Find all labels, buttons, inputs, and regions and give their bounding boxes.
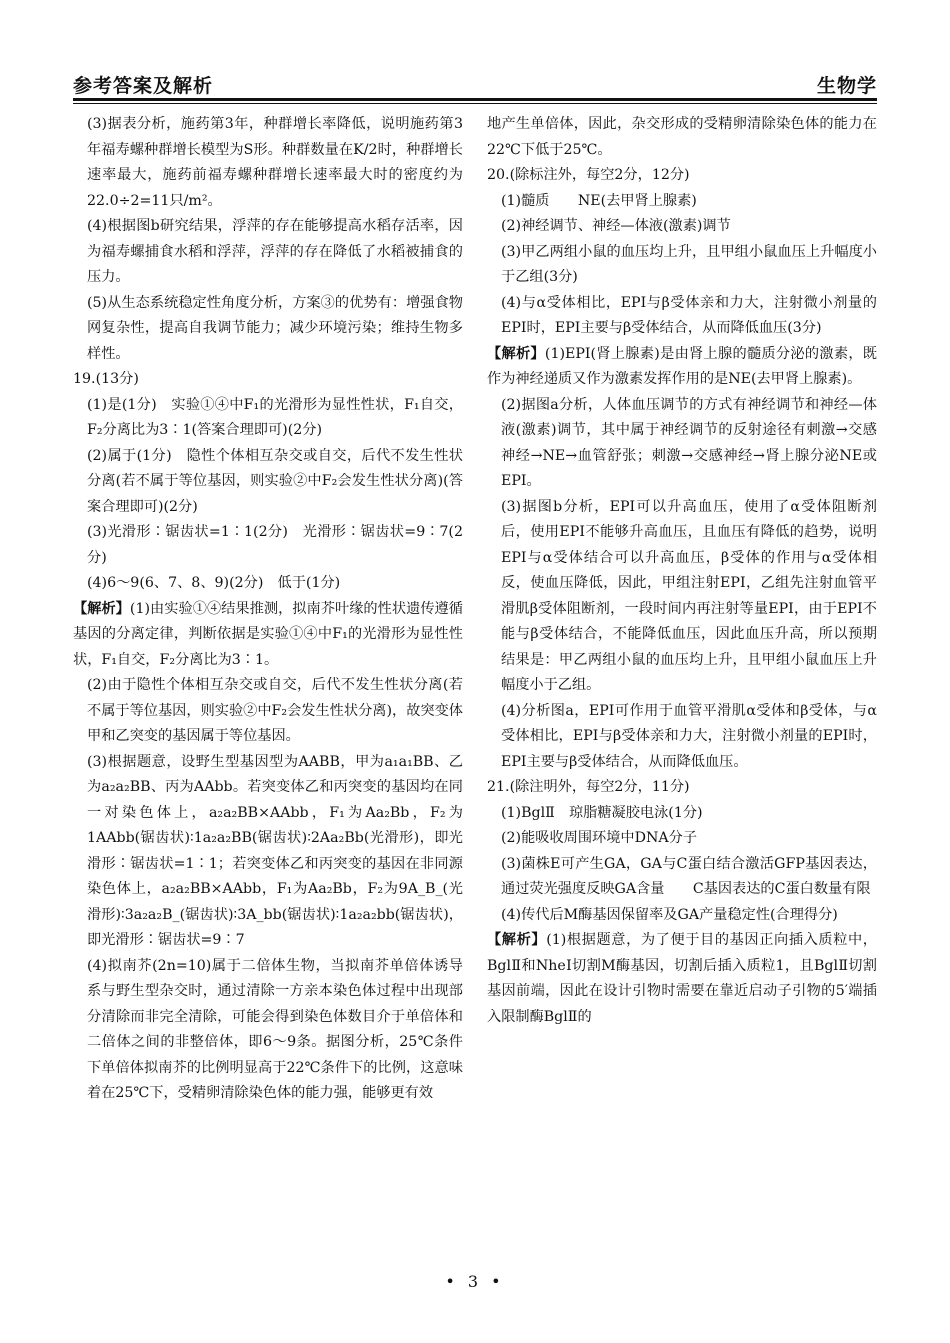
analysis-text: (1)EPI(肾上腺素)是由肾上腺的髓质分泌的激素，既作为神经递质又作为激素发挥作用的是NE(去甲肾上腺素)。 [487, 345, 877, 387]
right-column-paragraph: (3)菌株E可产生GA，GA与C蛋白结合激活GFP基因表达，通过荧光强度反映GA含量 C基因表达的C蛋白数量有限 [501, 855, 877, 897]
analysis-label: 【解析】 [487, 345, 545, 362]
left-column-paragraph: (4)6～9(6、7、8、9)(2分) 低于(1分) [87, 575, 341, 591]
right-column-paragraph [487, 342, 877, 393]
left-column-paragraph [73, 597, 463, 674]
right-column-paragraph: (2)据图a分析，人体血压调节的方式有神经调节和神经—体液(激素)调节，其中属于神经调节的反射途径有刺激→交感神经→NE→血管舒张；刺激→交感神经→肾上腺分泌NE或EPI。 [501, 396, 877, 489]
right-column-paragraph: (4)与α受体相比，EPI与β受体亲和力大，注射微小剂量的EPI时，EPI主要与β受体结合，从而降低血压(3分) [501, 294, 877, 336]
right-column-paragraph: (3)据图b分析，EPI可以升高血压，使用了α受体阻断剂后，使用EPI不能够升高血压，且血压有降低的趋势，说明EPI与α受体结合可以升高血压，β受体的作用与α受体相反，使血压降低，因此，甲组注射EPI，乙组先注射血管平滑肌β受体阻断剂，一段时间内再注射等量EPI，由于EPI不能与β受体结合，不能降低血压，因此血压升高，所以预期结果是：甲乙两组小鼠的血压均上升，且甲组小鼠血压上升幅度小于乙组。 [501, 498, 877, 693]
right-column-paragraph: 地产生单倍体，因此，杂交形成的受精卵清除染色体的能力在22℃下低于25℃。 [487, 116, 877, 158]
left-column [73, 112, 463, 1107]
header-rule-thin [73, 103, 877, 104]
page-header [73, 62, 877, 98]
right-column-paragraph: (2)神经调节、神经—体液(激素)调节 [501, 218, 731, 234]
left-column-paragraph: (1)是(1分) 实验①④中F₁的光滑形为显性性状，F₁自交，F₂分离比为3∶1(答案合理即可)(2分) [87, 396, 463, 438]
left-column-paragraph: (2)由于隐性个体相互杂交或自交，后代不发生性状分离(若不属于等位基因，则实验②中F₂会发生性状分离)，故突变体甲和乙突变的基因属于等位基因。 [87, 677, 463, 744]
analysis-label: 【解析】 [73, 600, 130, 617]
right-column-paragraph: (4)传代后M酶基因保留率及GA产量稳定性(合理得分) [501, 906, 838, 923]
right-column-paragraph: 21.(除注明外，每空2分，11分) [487, 779, 690, 795]
left-column-paragraph: (4)根据图b研究结果，浮萍的存在能够提高水稻存活率，因为福寿螺捕食水稻和浮萍，浮萍的存在降低了水稻被捕食的压力。 [87, 218, 463, 285]
right-column-paragraph: (4)分析图a，EPI可作用于血管平滑肌α受体和β受体，与α受体相比，EPI与β受体亲和力大，注射微小剂量的EPI时，EPI主要与β受体结合，从而降低血压。 [501, 702, 877, 770]
right-column-paragraph: 20.(除标注外，每空2分，12分) [487, 167, 690, 183]
right-column-paragraph: (2)能吸收周围环境中DNA分子 [501, 830, 698, 846]
header-title: 参考答案及解析 [73, 75, 214, 97]
left-column-paragraph: (3)根据题意，设野生型基因型为AABB，甲为a₁a₁BB、乙为a₂a₂BB、丙为AAbb。若突变体乙和丙突变的基因均在同一对染色体上，a₂a₂BB×AAbb，F₁为Aa₂Bb，F₂为1AAbb(锯齿状)∶1a₂a₂BB(锯齿状)∶2Aa₂Bb(光滑形)，即光滑形∶锯齿状=1∶1；若突变体乙和丙突变的基因在非同源染色体上，a₂a₂BB×AAbb，F₁为Aa₂Bb，F₂为9A_B_(光滑形)∶3a₂a₂B_(锯齿状)∶3A_bb(锯齿状)∶1a₂a₂bb(锯齿状)，即光滑形∶锯齿状=9∶7 [87, 753, 463, 948]
right-column-paragraph: (3)甲乙两组小鼠的血压均上升，且甲组小鼠血压上升幅度小于乙组(3分) [501, 243, 877, 285]
page-number: • 3 • [445, 1272, 505, 1291]
right-column [487, 112, 877, 1030]
analysis-text: (1)根据题意，为了便于目的基因正向插入质粒中，BglⅡ和NheⅠ切割M酶基因，切割后插入质粒1，且BglⅡ切割基因前端，因此在设计引物时需要在靠近启动子引物的5′端插入限制酶BglⅡ的 [487, 932, 877, 1025]
header-rule-thick [73, 98, 877, 101]
right-column-paragraph: (1)髓质 NE(去甲肾上腺素) [501, 192, 697, 209]
left-column-paragraph: (3)据表分析，施药第3年，种群增长率降低，说明施药第3年福寿螺种群增长模型为S形。种群数量在K/2时，种群增长速率最大，施药前福寿螺种群增长速率最大时的密度约为22.0÷2=11只/m²。 [87, 116, 463, 209]
left-column-paragraph: (2)属于(1分) 隐性个体相互杂交或自交，后代不发生性状分离(若不属于等位基因，则实验②中F₂会发生性状分离)(答案合理即可)(2分) [87, 447, 463, 515]
left-column-paragraph: 19.(13分) [73, 371, 139, 387]
left-column-paragraph: (4)拟南芥(2n=10)属于二倍体生物，当拟南芥单倍体诱导系与野生型杂交时，通过清除一方亲本染色体过程中出现部分清除而非完全清除，可能会得到染色体数目介于单倍体和二倍体之间的非整倍体，即6～9条。据图分析，25℃条件下单倍体拟南芥的比例明显高于22℃条件下的比例，这意味着在25℃下，受精卵清除染色体的能力强，能够更有效 [87, 957, 463, 1101]
analysis-text: (1)由实验①④结果推测，拟南芥叶缘的性状遗传遵循基因的分离定律，判断依据是实验①④中F₁的光滑形为显性性状，F₁自交，F₂分离比为3∶1。 [73, 600, 463, 668]
left-column-paragraph: (3)光滑形∶锯齿状=1∶1(2分) 光滑形∶锯齿状=9∶7(2分) [87, 524, 463, 566]
header-subject: 生物学 [816, 75, 877, 97]
right-column-paragraph: (1)BglⅡ 琼脂糖凝胶电泳(1分) [501, 804, 703, 821]
left-column-paragraph: (5)从生态系统稳定性角度分析，方案③的优势有：增强食物网复杂性，提高自我调节能力；减少环境污染；维持生物多样性。 [87, 294, 463, 362]
analysis-label: 【解析】 [487, 932, 547, 948]
right-column-paragraph [487, 928, 877, 1030]
